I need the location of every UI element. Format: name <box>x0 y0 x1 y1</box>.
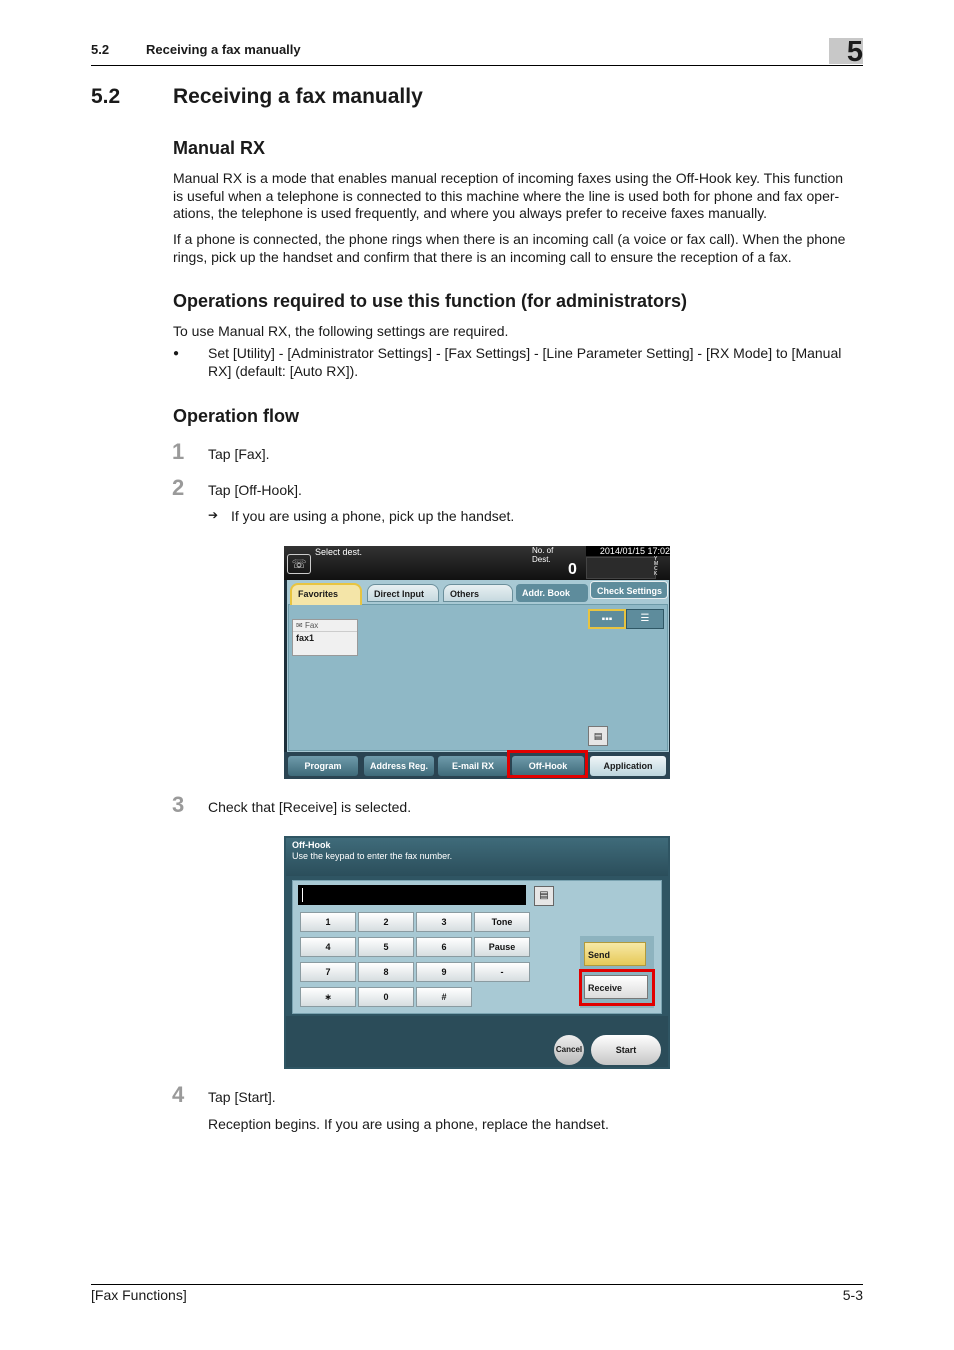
step-4-number: 4 <box>172 1082 185 1107</box>
toner-bar <box>586 557 656 579</box>
toner-levels: Y M C K <box>654 556 659 577</box>
flow-heading: Operation flow <box>173 406 299 426</box>
section-title: Receiving a fax manually <box>173 85 423 108</box>
key-hash[interactable]: # <box>416 987 472 1007</box>
page-number: 5-3 <box>842 1287 863 1303</box>
key-9[interactable]: 9 <box>416 962 472 982</box>
footer-chapter: [Fax Functions] <box>91 1287 187 1303</box>
program-button[interactable]: Program <box>288 756 358 776</box>
step-4-note: Reception begins. If you are using a phone, replace the handset. <box>208 1116 609 1132</box>
application-button[interactable]: Application <box>590 756 666 776</box>
step-2-arrow-icon: ➔ <box>208 508 219 522</box>
tab-favorites[interactable]: Favorites <box>290 583 362 605</box>
view-toggle <box>588 609 662 629</box>
dest-count: 0 <box>568 561 577 578</box>
key-dash[interactable]: - <box>474 962 530 982</box>
manual-rx-heading: Manual RX <box>173 138 266 158</box>
key-8[interactable]: 8 <box>358 962 414 982</box>
step-2-note: If you are using a phone, pick up the handset. <box>231 508 515 524</box>
receive-highlight <box>579 969 655 1006</box>
ops-intro: To use Manual RX, the following settings are required. <box>173 323 509 339</box>
address-reg-button[interactable]: Address Reg. <box>364 756 434 776</box>
off-hook-title: Off-Hook <box>292 840 331 850</box>
list-view-icon[interactable]: ☰ <box>626 609 664 629</box>
off-hook-highlight <box>507 750 588 778</box>
key-7[interactable]: 7 <box>300 962 356 982</box>
off-hook-subtitle: Use the keypad to enter the fax number. <box>292 851 453 861</box>
tab-direct-input[interactable]: Direct Input <box>367 584 439 602</box>
step-1-text: Tap [Fax]. <box>208 446 270 462</box>
key-5[interactable]: 5 <box>358 937 414 957</box>
ops-heading: Operations required to use this function (for administrators) <box>173 291 688 311</box>
step-2-text: Tap [Off-Hook]. <box>208 482 302 498</box>
card-name: fax1 <box>296 633 315 643</box>
list-scroll-icon[interactable]: ▤ <box>588 726 608 746</box>
key-1[interactable]: 1 <box>300 912 356 932</box>
key-6[interactable]: 6 <box>416 937 472 957</box>
step-2-number: 2 <box>172 475 185 500</box>
key-star[interactable]: ∗ <box>300 987 356 1007</box>
fax-number-input[interactable] <box>298 885 526 905</box>
key-tone[interactable]: Tone <box>474 912 530 932</box>
key-pause[interactable]: Pause <box>474 937 530 957</box>
datetime: 2014/01/15 17:02 <box>586 546 670 556</box>
running-header-section-number: 5.2 <box>91 42 110 57</box>
start-button[interactable]: Start <box>591 1035 661 1065</box>
receive-button[interactable]: Receive <box>584 975 648 999</box>
off-hook-button[interactable]: Off-Hook <box>512 756 584 776</box>
no-of-dest-label: No. of Dest. <box>532 546 554 564</box>
running-header-title: Receiving a fax manually <box>146 42 301 57</box>
key-3[interactable]: 3 <box>416 912 472 932</box>
manual-rx-para2: If a phone is connected, the phone rings when there is an incoming call (a voice or fax call). When the phone rings, pick up the handset and confirm that there is an incoming call to ensure the reception of a fax. <box>173 231 846 265</box>
step-3-text: Check that [Receive] is selected. <box>208 799 412 815</box>
header-rule <box>91 65 863 66</box>
screenshot-select-dest <box>284 546 670 779</box>
key-0[interactable]: 0 <box>358 987 414 1007</box>
email-rx-button[interactable]: E-mail RX <box>438 756 508 776</box>
step-3-number: 3 <box>172 792 185 817</box>
key-4[interactable]: 4 <box>300 937 356 957</box>
input-caret <box>302 888 303 902</box>
address-book-icon[interactable]: ▤ <box>534 886 554 906</box>
manual-rx-para1: Manual RX is a mode that enables manual reception of incoming faxes using the Off-Hook key. This function is useful when a telephone is connected to this machine where the line is used both for phone and fax oper- ations, the telephone is used frequently, and where you always prefer to receive faxes manually. <box>173 170 844 221</box>
key-2[interactable]: 2 <box>358 912 414 932</box>
bullet-mark: ● <box>173 348 180 359</box>
check-settings-button[interactable]: Check Settings <box>590 581 668 599</box>
ops-bullet-text: Set [Utility] - [Administrator Settings] - [Fax Settings] - [Line Parameter Setting] - [RX Mode] to [Manual RX] (default: [Auto RX]). <box>208 345 842 379</box>
tab-others[interactable]: Others <box>443 584 513 602</box>
addr-book-button[interactable]: Addr. Book <box>516 584 588 602</box>
screen-title: Select dest. <box>315 547 363 557</box>
cancel-button[interactable]: Cancel <box>554 1035 584 1065</box>
screenshot-off-hook <box>284 836 670 1069</box>
step-1-number: 1 <box>172 439 185 464</box>
step-4-text: Tap [Start]. <box>208 1089 276 1105</box>
grid-view-icon[interactable]: ▪▪▪ <box>588 609 626 629</box>
section-number: 5.2 <box>91 85 121 108</box>
send-button[interactable]: Send <box>584 942 646 966</box>
card-type: ✉ Fax <box>293 620 357 632</box>
footer-rule <box>91 1284 863 1285</box>
fax-icon: ☏ <box>287 554 311 574</box>
chapter-number: 5 <box>846 36 863 68</box>
fax-destination-card[interactable] <box>292 619 358 656</box>
